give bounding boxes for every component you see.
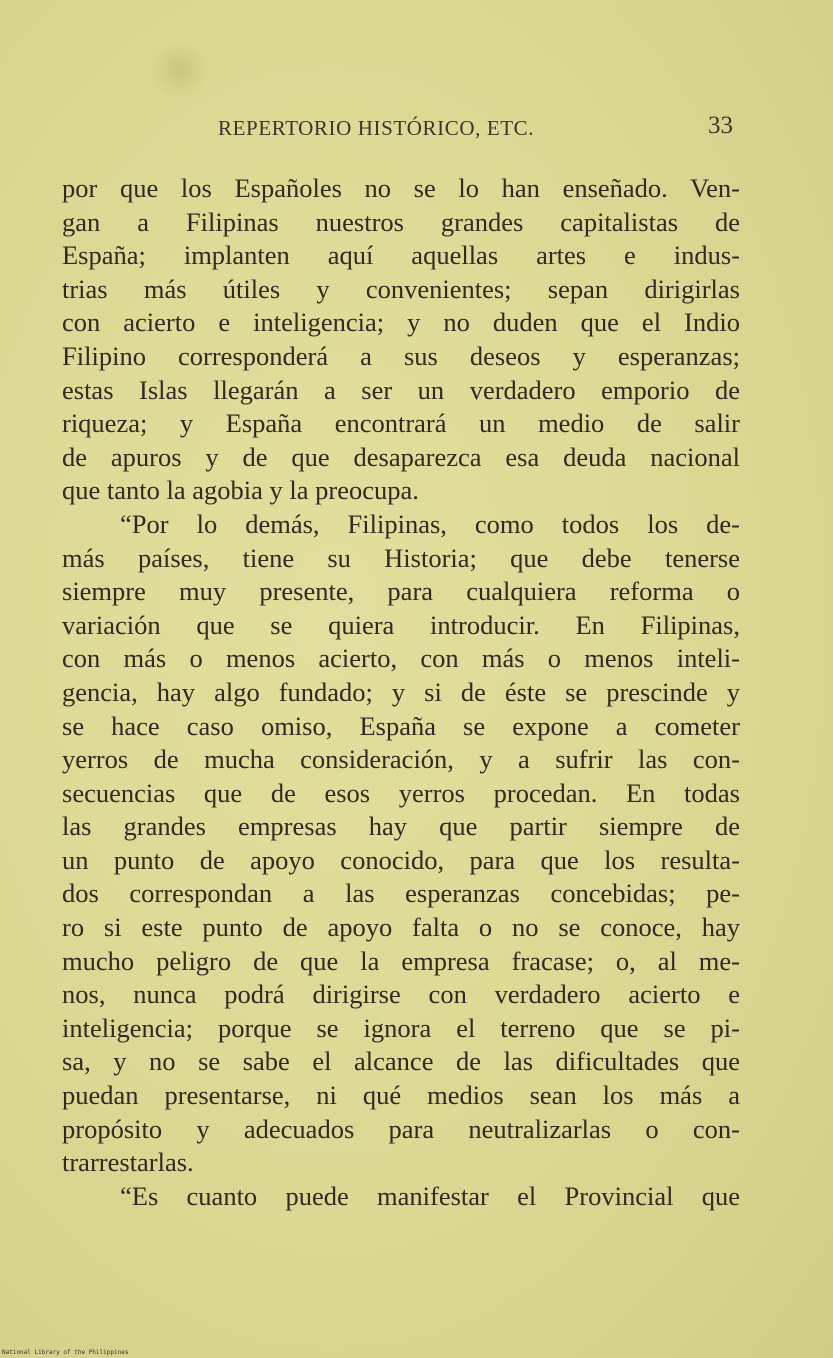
- text-line: las grandes empresas hay que partir siempre de: [62, 811, 740, 842]
- text-line: sa, y no se sabe el alcance de las dificultades que: [62, 1046, 740, 1077]
- text-line: España; implanten aquí aquellas artes e indus-: [62, 240, 740, 271]
- text-line: mucho peligro de que la empresa fracase; o, al me-: [62, 945, 740, 976]
- text-line: inteligencia; porque se ignora el terreno que se pi-: [62, 1012, 740, 1043]
- text-line: dos correspondan a las esperanzas concebidas; pe-: [62, 878, 740, 909]
- text-line: de apuros y de que desaparezca esa deuda nacional: [62, 441, 740, 472]
- text-line: que tanto la agobia y la preocupa.: [62, 475, 419, 506]
- text-line: siempre muy presente, para cualquiera reforma o: [62, 576, 740, 607]
- text-line: secuencias que de esos yerros procedan. En todas: [62, 777, 740, 808]
- library-credit: National Library of the Philippines: [2, 1349, 129, 1356]
- text-line: gan a Filipinas nuestros grandes capitalistas de: [62, 206, 740, 237]
- paper-stain: [150, 40, 210, 100]
- text-line: “Es cuanto puede manifestar el Provincial que: [120, 1180, 740, 1211]
- text-line: riqueza; y España encontrará un medio de salir: [62, 408, 740, 439]
- text-line: puedan presentarse, ni qué medios sean los más a: [62, 1080, 740, 1111]
- text-line: un punto de apoyo conocido, para que los resulta-: [62, 844, 740, 875]
- text-line: más países, tiene su Historia; que debe tenerse: [62, 542, 740, 573]
- page-number: 33: [708, 112, 733, 139]
- text-line: gencia, hay algo fundado; y si de éste se prescinde y: [62, 676, 740, 707]
- text-line: Filipino corresponderá a sus deseos y esperanzas;: [62, 340, 740, 371]
- text-line: por que los Españoles no se lo han enseñado. Ven-: [62, 173, 740, 203]
- text-line: yerros de mucha consideración, y a sufrir las con-: [62, 744, 740, 775]
- running-title: REPERTORIO HISTÓRICO, ETC.: [218, 116, 535, 140]
- text-line: con más o menos acierto, con más o menos inteli-: [62, 643, 740, 674]
- text-line: propósito y adecuados para neutralizarlas o con-: [62, 1113, 740, 1144]
- text-line: se hace caso omiso, España se expone a cometer: [62, 710, 740, 741]
- text-line: con acierto e inteligencia; y no duden que el Indio: [62, 307, 740, 338]
- text-line: nos, nunca podrá dirigirse con verdadero acierto e: [62, 979, 740, 1010]
- text-line: estas Islas llegarán a ser un verdadero emporio de: [62, 374, 740, 405]
- text-line: variación que se quiera introducir. En Filipinas,: [62, 609, 740, 640]
- running-header: [0, 112, 833, 142]
- text-line: “Por lo demás, Filipinas, como todos los de-: [120, 508, 740, 539]
- text-line: trias más útiles y convenientes; sepan dirigirlas: [62, 273, 740, 304]
- text-line: trarrestarlas.: [62, 1147, 194, 1178]
- body-text: [62, 172, 740, 1213]
- text-line: ro si este punto de apoyo falta o no se conoce, hay: [62, 912, 740, 943]
